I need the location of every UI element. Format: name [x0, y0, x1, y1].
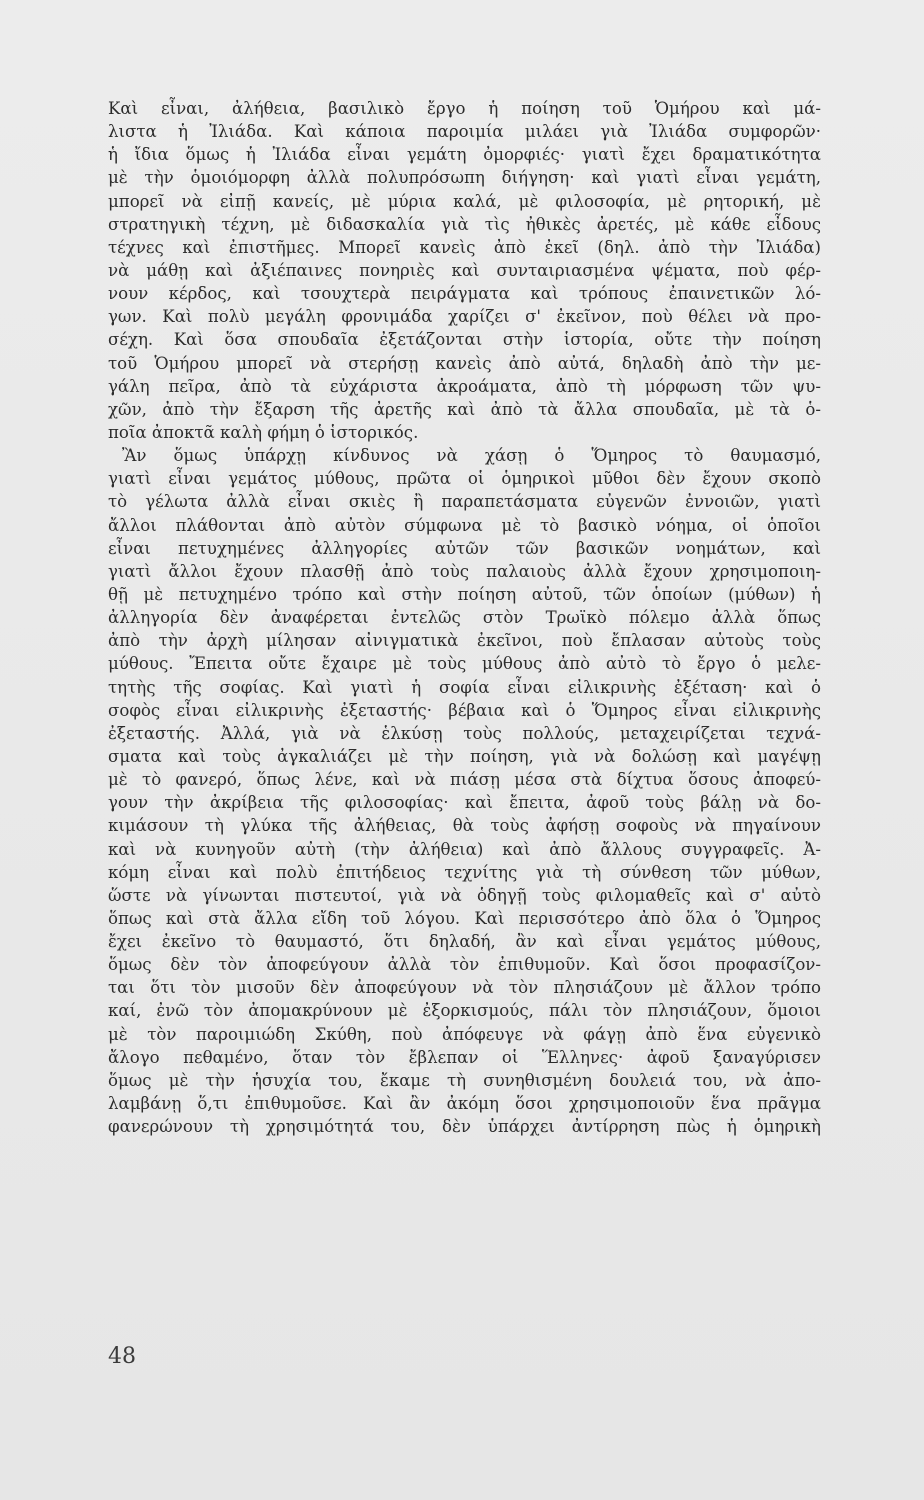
text-line: τὸ γέλωτα ἀλλὰ εἶναι σκιὲς ἢ παραπετάσματα εὐγενῶν ἐννοιῶν, γιατὶ — [108, 492, 821, 512]
text-line: μὲ τὴν ὁμοιόμορφη ἀλλὰ πολυπρόσωπη διήγηση· καὶ γιατὶ εἶναι γεμάτη, — [108, 168, 821, 188]
text-line: γουν τὴν ἀκρίβεια τῆς φιλοσοφίας· καὶ ἔπειτα, ἀφοῦ τοὺς βάλῃ νὰ δο- — [108, 793, 821, 813]
text-line: γιατὶ εἶναι γεμάτος μύθους, πρῶτα οἱ ὁμηρικοὶ μῦθοι δὲν ἔχουν σκοπὸ — [108, 469, 821, 489]
text-line: ται ὅτι τὸν μισοῦν δὲν ἀποφεύγουν νὰ τὸν πλησιάζουν μὲ ἄλλον τρόπο — [108, 978, 821, 998]
text-line: ποῖα ἀποκτᾶ καλὴ φήμη ὁ ἱστορικός. — [108, 422, 419, 442]
text-line: ὅμως μὲ τὴν ἡσυχία του, ἔκαμε τὴ συνηθισμένη δουλειά του, νὰ ἀπο- — [108, 1070, 821, 1090]
text-line: ὅπως καὶ στὰ ἄλλα εἴδη τοῦ λόγου. Καὶ περισσότερο ἀπὸ ὅλα ὁ Ὅμηρος — [108, 908, 821, 928]
text-line: ὅμως δὲν τὸν ἀποφεύγουν ἀλλὰ τὸν ἐπιθυμοῦν. Καὶ ὅσοι προφασίζον- — [108, 955, 821, 975]
text-line: φανερώνουν τὴ χρησιμότητά του, δὲν ὑπάρχει ἀντίρρηση πὼς ἡ ὁμηρικὴ — [108, 1117, 821, 1137]
body-text — [108, 97, 821, 1138]
text-line: ἀπὸ τὴν ἀρχὴ μίλησαν αἰνιγματικὰ ἐκεῖνοι, ποὺ ἔπλασαν αὐτοὺς τοὺς — [108, 631, 821, 651]
text-line: γων. Καὶ πολὺ μεγάλη φρονιμάδα χαρίζει σ' ἐκεῖνον, ποὺ θέλει νὰ προ- — [108, 307, 821, 327]
text-line: θῇ μὲ πετυχημένο τρόπο καὶ στὴν ποίηση αὐτοῦ, τῶν ὁποίων (μύθων) ἡ — [108, 584, 821, 604]
text-line: καί, ἐνῶ τὸν ἀπομακρύνουν μὲ ἐξορκισμούς, πάλι τὸν πλησιάζουν, ὅμοιοι — [108, 1001, 821, 1021]
text-line: καὶ νὰ κυνηγοῦν αὐτὴ (τὴν ἀλήθεια) καὶ ἀπὸ ἄλλους συγγραφεῖς. Ἀ- — [108, 839, 821, 859]
text-line: τοῦ Ὁμήρου μπορεῖ νὰ στερήσῃ κανεὶς ἀπὸ αὐτά, δηλαδὴ ἀπὸ τὴν με- — [108, 353, 821, 373]
text-line: μὲ τὸ φανερό, ὅπως λένε, καὶ νὰ πιάσῃ μέσα στὰ δίχτυα ὅσους ἀποφεύ- — [108, 770, 821, 790]
text-line: ἡ ἴδια ὅμως ἡ Ἰλιάδα εἶναι γεμάτη ὀμορφιές· γιατὶ ἔχει δραματικότητα — [108, 145, 821, 165]
text-line: Ἂν ὅμως ὑπάρχῃ κίνδυνος νὰ χάσῃ ὁ Ὅμηρος τὸ θαυμασμό, — [122, 446, 821, 466]
text-line: Καὶ εἶναι, ἀλήθεια, βασιλικὸ ἔργο ἡ ποίηση τοῦ Ὁμήρου καὶ μά- — [108, 99, 821, 118]
text-line: ὥστε νὰ γίνωνται πιστευτοί, γιὰ νὰ ὁδηγῇ τοὺς φιλομαθεῖς καὶ σ' αὐτὸ — [108, 885, 821, 905]
text-line: τητὴς τῆς σοφίας. Καὶ γιατὶ ἡ σοφία εἶναι εἰλικρινὴς ἐξέταση· καὶ ὁ — [108, 677, 821, 697]
text-line: μπορεῖ νὰ εἰπῇ κανείς, μὲ μύρια καλά, μὲ φιλοσοφία, μὲ ρητορική, μὲ — [108, 191, 821, 211]
text-line: μὲ τὸν παροιμιώδη Σκύθη, ποὺ ἀπόφευγε νὰ φάγῃ ἀπὸ ἕνα εὐγενικὸ — [108, 1024, 821, 1044]
text-line: στρατηγικὴ τέχνη, μὲ διδασκαλία γιὰ τὶς ἠθικὲς ἀρετές, μὲ κάθε εἶδους — [108, 214, 821, 234]
text-line: σματα καὶ τοὺς ἀγκαλιάζει μὲ τὴν ποίηση, γιὰ νὰ δολώσῃ καὶ μαγέψῃ — [108, 746, 821, 766]
text-line: κόμη εἶναι καὶ πολὺ ἐπιτήδειος τεχνίτης γιὰ τὴ σύνθεση τῶν μύθων, — [108, 862, 821, 882]
text-line: γάλη πεῖρα, ἀπὸ τὰ εὐχάριστα ἀκροάματα, ἀπὸ τὴ μόρφωση τῶν ψυ- — [108, 376, 821, 396]
text-line: λιστα ἡ Ἰλιάδα. Καὶ κάποια παροιμία μιλάει γιὰ Ἰλιάδα συμφορῶν· — [108, 122, 821, 142]
text-line: ἔχει ἐκεῖνο τὸ θαυμαστό, ὅτι δηλαδή, ἂν καὶ εἶναι γεμάτος μύθους, — [108, 932, 821, 952]
text-line: εἶναι πετυχημένες ἀλληγορίες αὐτῶν τῶν βασικῶν νοημάτων, καὶ — [108, 538, 821, 558]
text-line: τέχνες καὶ ἐπιστῆμες. Μπορεῖ κανεὶς ἀπὸ ἐκεῖ (δηλ. ἀπὸ τὴν Ἰλιάδα) — [108, 237, 821, 257]
text-line: κιμάσουν τὴ γλύκα τῆς ἀλήθειας, θὰ τοὺς ἀφήσῃ σοφοὺς νὰ πηγαίνουν — [108, 816, 821, 836]
text-line: χῶν, ἀπὸ τὴν ἔξαρση τῆς ἀρετῆς καὶ ἀπὸ τὰ ἄλλα σπουδαῖα, μὲ τὰ ὁ- — [108, 399, 821, 419]
text-line: σοφὸς εἶναι εἰλικρινὴς ἐξεταστής· βέβαια καὶ ὁ Ὅμηρος εἶναι εἰλικρινὴς — [108, 700, 821, 720]
text-line: νὰ μάθῃ καὶ ἀξιέπαινες πονηριὲς καὶ συνταιριασμένα ψέματα, ποὺ φέρ- — [108, 260, 821, 280]
text-line: γιατὶ ἄλλοι ἔχουν πλασθῇ ἀπὸ τοὺς παλαιοὺς ἀλλὰ ἔχουν χρησιμοποιη- — [108, 561, 821, 581]
text-line: λαμβάνῃ ὅ,τι ἐπιθυμοῦσε. Καὶ ἂν ἀκόμη ὅσοι χρησιμοποιοῦν ἕνα πρᾶγμα — [108, 1094, 821, 1114]
text-line: ἀλληγορία δὲν ἀναφέρεται ἐντελῶς στὸν Τρωϊκὸ πόλεμο ἀλλὰ ὅπως — [108, 608, 821, 628]
text-line: μύθους. Ἔπειτα οὔτε ἔχαιρε μὲ τοὺς μύθους ἀπὸ αὐτὸ τὸ ἔργο ὁ μελε- — [108, 654, 821, 674]
page-number: 48 — [108, 1344, 136, 1369]
text-line: σέχη. Καὶ ὅσα σπουδαῖα ἐξετάζονται στὴν ἱστορία, οὔτε τὴν ποίηση — [108, 330, 821, 350]
text-line: νουν κέρδος, καὶ τσουχτερὰ πειράγματα καὶ τρόπους ἐπαινετικῶν λό- — [108, 284, 821, 304]
text-line: ἐξεταστής. Ἀλλά, γιὰ νὰ ἑλκύσῃ τοὺς πολλούς, μεταχειρίζεται τεχνά- — [108, 723, 821, 743]
text-line: ἄλλοι πλάθονται ἀπὸ αὐτὸν σύμφωνα μὲ τὸ βασικὸ νόημα, οἱ ὁποῖοι — [108, 515, 821, 535]
text-line: ἄλογο πεθαμένο, ὅταν τὸν ἔβλεπαν οἱ Ἕλληνες· ἀφοῦ ξαναγύρισεν — [108, 1047, 821, 1067]
